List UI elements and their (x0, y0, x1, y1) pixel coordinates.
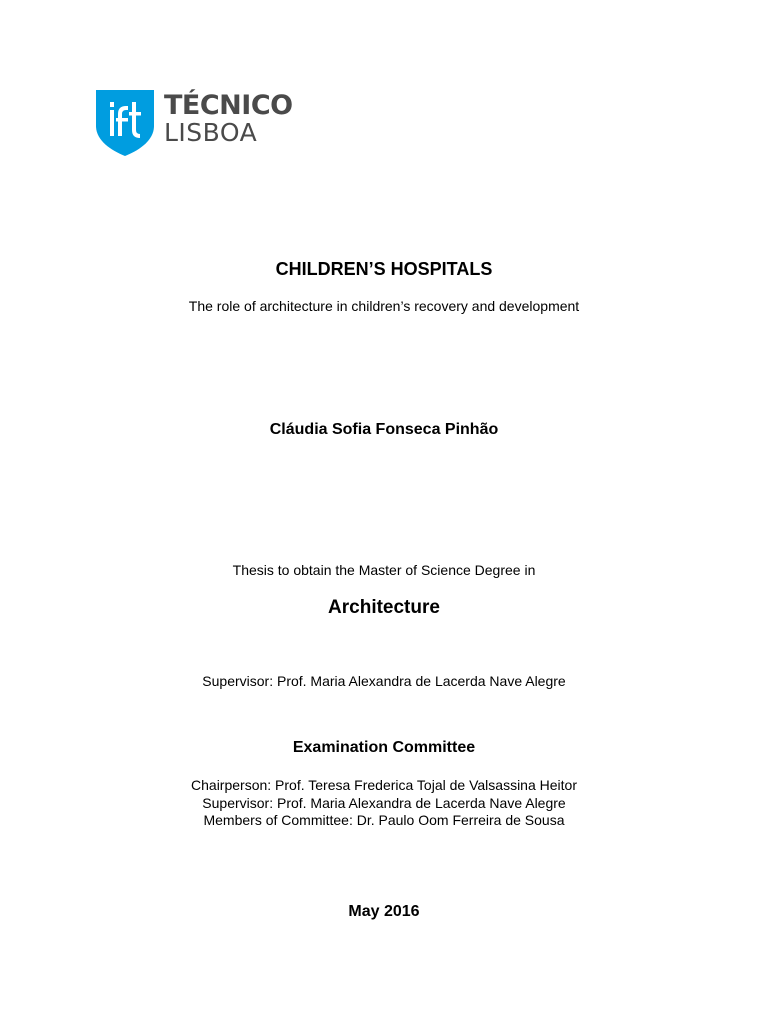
logo-wordmark-line2: LISBOA (164, 118, 258, 147)
submission-date: May 2016 (348, 903, 420, 920)
institution-logo (96, 90, 293, 156)
committee-heading: Examination Committee (292, 739, 476, 756)
logo-wordmark-line1: TÉCNICO (164, 90, 293, 121)
ist-shield-logo-icon (96, 90, 154, 156)
committee-member: Chairperson: Prof. Teresa Frederica Tojal de Valsassina Heitor (191, 777, 577, 793)
degree-name: Architecture (328, 597, 440, 618)
degree-intro: Thesis to obtain the Master of Science Degree in (232, 562, 536, 578)
committee-list (0, 777, 768, 830)
thesis-title: CHILDREN’S HOSPITALS (275, 259, 493, 279)
author-name: Cláudia Sofia Fonseca Pinhão (269, 421, 499, 438)
committee-member: Supervisor: Prof. Maria Alexandra de Lacerda Nave Alegre (202, 794, 566, 811)
thesis-subtitle: The role of architecture in children’s recovery and development (188, 298, 580, 314)
committee-member: Members of Committee: Dr. Paulo Oom Ferreira de Sousa (203, 812, 565, 828)
logo-wordmark (164, 92, 293, 145)
supervisor-line: Supervisor: Prof. Maria Alexandra de Lacerda Nave Alegre (202, 673, 566, 689)
